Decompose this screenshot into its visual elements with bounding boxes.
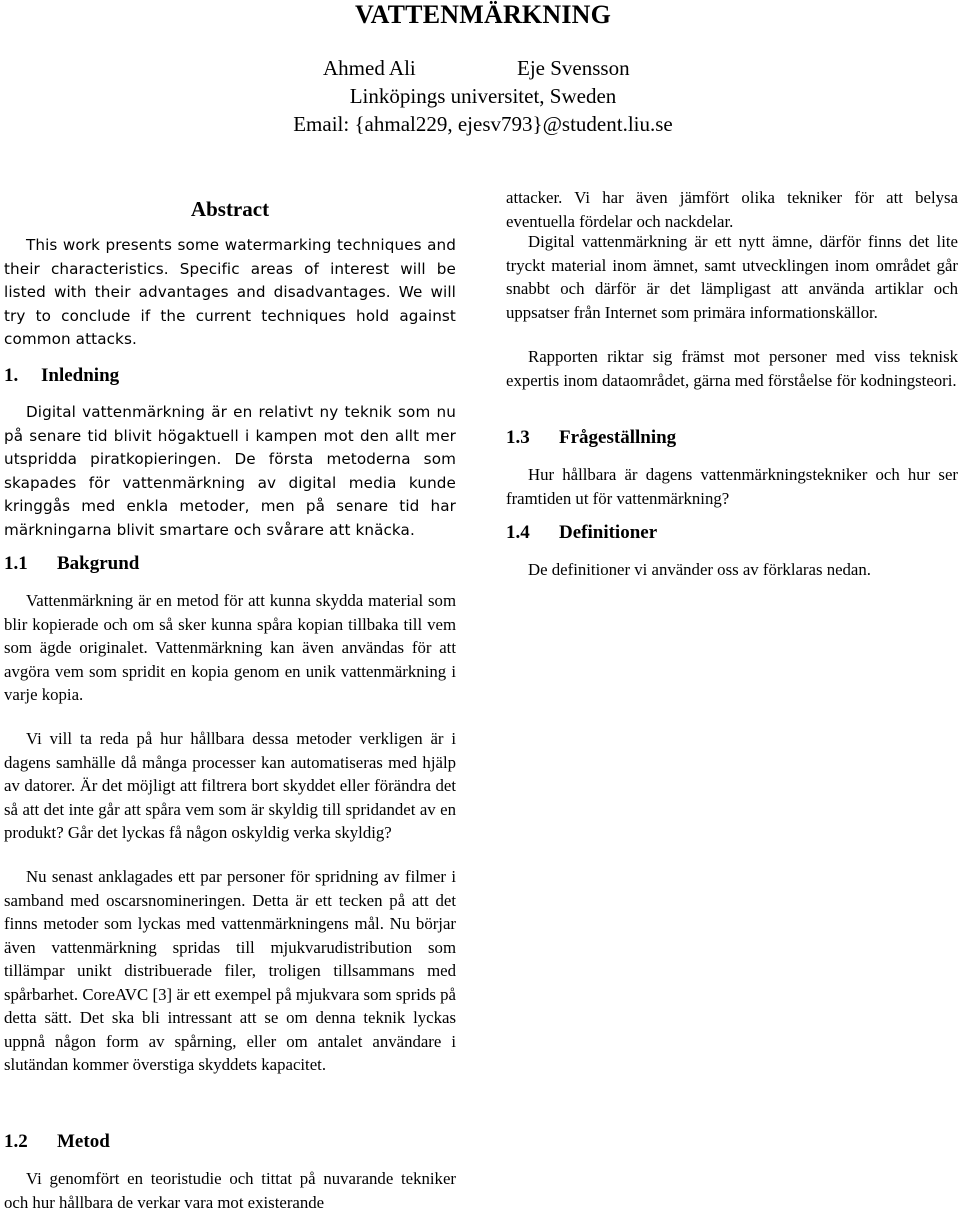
- paragraph: Digital vattenmärkning är ett nytt ämne, därför finns det lite tryckt material inom ämnet, samt utvecklingen inom området går snabbt och därför är det lämpligast att använda artiklar och uppsatser från Internet som primära informationskällor.: [506, 232, 958, 322]
- section-title: Metod: [57, 1131, 110, 1152]
- abstract-heading: Abstract: [190, 197, 270, 221]
- section-title: Inledning: [41, 365, 120, 386]
- author-affiliation: Linköpings universitet, Sweden: [349, 84, 617, 108]
- section-heading: [4, 365, 119, 387]
- section-heading: [4, 1131, 110, 1153]
- paragraph: Nu senast anklagades ett par personer för spridning av filmer i samband med oscarsnomineringen. Detta är ett tecken på att det finns metoder som lyckas med vattenmärkningens mål. Nu börjar även vattenmärkning spridas till mjukvarudistribution som tillämpar unikt distribuerade filer, troligen tillsammans med spårbarhet. CoreAVC [3] är ett exempel på mjukvara som sprids på detta sätt. Det ska bli intressant att se om denna teknik lyckas uppnå någon form av spårning, eller om antalet användare i slutändan kommer överstiga skyddets kapacitet.: [4, 867, 456, 1074]
- paragraph: Vi vill ta reda på hur hållbara dessa metoder verkligen är i dagens samhälle då många processer kan automatiseras med hjälp av datorer. Är det möjligt att filtrera bort skyddet eller förändra det så att det inte går att spåra vem som är skyldig till spridandet av en produkt? Går det lyckas få någon oskyldig verka skyldig?: [4, 729, 456, 842]
- author-email: Email: {ahmal229, ejesv793}@student.liu.se: [293, 112, 673, 136]
- paragraph: Vattenmärkning är en metod för att kunna skydda material som blir kopierade och om så sker kunna spåra kopian tillbaka till vem som ägde originalet. Vattenmärkning kan även användas för att avgöra vem som spridit en kopia genom en unik vattenmärkning i varje kopia.: [4, 591, 456, 704]
- paper-title: VATTENMÄRKNING: [354, 0, 612, 29]
- paragraph: Rapporten riktar sig främst mot personer med viss teknisk expertis inom dataområdet, gärna med förståelse för kodningsteori.: [506, 347, 958, 390]
- section-title: Frågeställning: [559, 427, 677, 448]
- author-name: Eje Svensson: [517, 56, 630, 80]
- section-heading: [4, 553, 139, 575]
- paragraph: attacker. Vi har även jämfört olika tekniker för att belysa eventuella fördelar och nackdelar.: [506, 188, 958, 231]
- section-title: Bakgrund: [57, 553, 140, 574]
- section-number: 1.4: [506, 522, 530, 543]
- section-title: Definitioner: [559, 522, 658, 543]
- paragraph: Hur hållbara är dagens vattenmärkningstekniker och hur ser framtiden ut för vattenmärkning?: [506, 465, 958, 508]
- section-number: 1.1: [4, 553, 28, 574]
- section-number: 1.3: [506, 427, 530, 448]
- author-name: Ahmed Ali: [323, 56, 416, 80]
- section-heading: [506, 522, 657, 544]
- paragraph: Digital vattenmärkning är en relativt ny teknik som nu på senare tid blivit högaktuell i kampen mot den allt mer utspridda piratkopieringen. De första metoderna som skapades för vattenmärkning av digital media kunde kringgås med enkla metoder, men på senare tid har märkningarna blivit smartare och svårare att knäcka.: [4, 403, 456, 539]
- paragraph: De definitioner vi använder oss av förklaras nedan.: [528, 560, 871, 579]
- section-heading: [506, 427, 676, 449]
- section-number: 1.2: [4, 1131, 28, 1152]
- paragraph: Vi genomfört en teoristudie och tittat på nuvarande tekniker och hur hållbara de verkar vara mot existerande: [4, 1169, 456, 1212]
- section-number: 1.: [4, 365, 19, 386]
- abstract-text: This work presents some watermarking techniques and their characteristics. Specific areas of interest will be listed with their advantages and disadvantages. We will try to conclude if the current techniques hold against common attacks.: [4, 236, 456, 348]
